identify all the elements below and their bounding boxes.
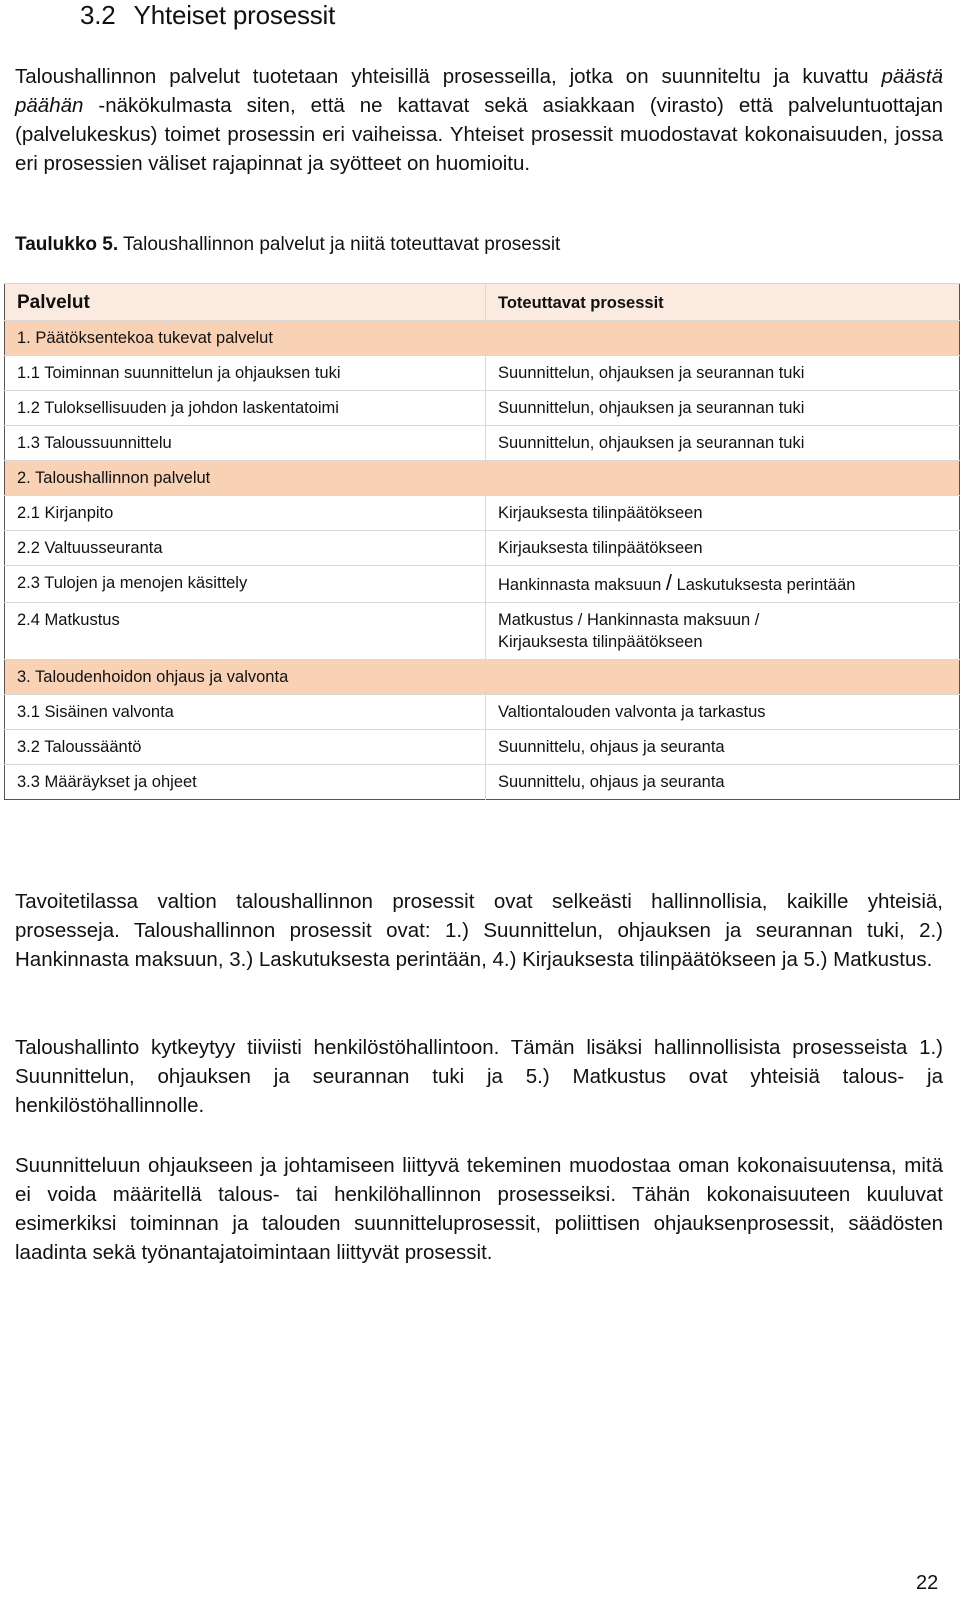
header-services: Palvelut: [5, 284, 486, 321]
section-process: [486, 660, 960, 695]
table-row: [5, 730, 960, 765]
service-cell: 3.3 Määräykset ja ohjeet: [5, 765, 486, 800]
section-service: 1. Päätöksentekoa tukevat palvelut: [5, 321, 486, 356]
section-title: Yhteiset prosessit: [133, 0, 336, 30]
table-row: [5, 356, 960, 391]
service-cell: 2.4 Matkustus: [5, 603, 486, 660]
process-cell: Suunnittelun, ohjauksen ja seurannan tuki: [486, 356, 960, 391]
body-paragraph: Tavoitetilassa valtion taloushallinnon prosessit ovat selkeästi hallinnollisia, kaikille yhteisiä, prosesseja. Taloushallinnon prosessit ovat: 1.) Suunnittelun, ohjauksen ja seurannan tuki, 2.) Hankinnasta maksuun, 3.) Laskutuksesta perintään, 4.) Kirjauksesta tilinpäätökseen ja 5.) Matkustus.: [15, 890, 943, 971]
table-row: [5, 765, 960, 800]
process-cell: Suunnittelu, ohjaus ja seuranta: [486, 765, 960, 800]
service-cell: 1.2 Tuloksellisuuden ja johdon laskentatoimi: [5, 391, 486, 426]
table-row: [5, 496, 960, 531]
table-caption: [15, 232, 560, 258]
table-row: [5, 566, 960, 603]
process-cell: Kirjauksesta tilinpäätökseen: [486, 531, 960, 566]
process-cell: [486, 603, 960, 660]
section-process: [486, 321, 960, 356]
service-cell: 3.2 Taloussääntö: [5, 730, 486, 765]
service-cell: 3.1 Sisäinen valvonta: [5, 695, 486, 730]
process-line: Kirjauksesta tilinpäätökseen: [498, 633, 703, 651]
service-cell: 2.3 Tulojen ja menojen käsittely: [5, 566, 486, 603]
process-cell: Suunnittelun, ohjauksen ja seurannan tuki: [486, 391, 960, 426]
intro-paragraph: [15, 62, 943, 178]
intro-text-end: -näkökulmasta siten, että ne kattavat sekä asiakkaan (virasto) että palveluntuottajan (palvelukeskus) toimet prosessin eri vaiheissa. Yhteiset prosessit muodostavat kokonaisuuden, jossa eri prosessien väliset rajapinnat ja syötteet on huomioitu.: [15, 94, 943, 175]
process-cell: Suunnittelu, ohjaus ja seuranta: [486, 730, 960, 765]
table-section-row: [5, 321, 960, 356]
service-cell: 1.3 Taloussuunnittelu: [5, 426, 486, 461]
section-service: 2. Taloushallinnon palvelut: [5, 461, 486, 496]
service-cell: 1.1 Toiminnan suunnittelun ja ohjauksen tuki: [5, 356, 486, 391]
table-section-row: [5, 461, 960, 496]
process-part-a: Hankinnasta maksuun: [498, 576, 662, 594]
process-cell: Kirjauksesta tilinpäätökseen: [486, 496, 960, 531]
table-caption-label: Taulukko 5.: [15, 234, 119, 255]
process-cell: Valtiontalouden valvonta ja tarkastus: [486, 695, 960, 730]
table-header-row: [5, 284, 960, 321]
section-number: 3.2: [80, 0, 116, 30]
table-row: [5, 531, 960, 566]
process-cell: Suunnittelun, ohjauksen ja seurannan tuki: [486, 426, 960, 461]
body-paragraph: Taloushallinto kytkeytyy tiiviisti henkilöstöhallintoon. Tämän lisäksi hallinnollisista prosesseista 1.) Suunnittelun, ohjauksen ja seurannan tuki ja 5.) Matkustus ovat yhteisiä talous- ja henkilöstöhallinnolle.: [15, 1036, 943, 1117]
table-row: [5, 695, 960, 730]
table-caption-text: Taloushallinnon palvelut ja niitä toteuttavat prosessit: [118, 234, 561, 255]
section-heading: [80, 0, 335, 30]
section-service: 3. Taloudenhoidon ohjaus ja valvonta: [5, 660, 486, 695]
table-row: [5, 391, 960, 426]
process-separator: /: [665, 570, 672, 595]
process-part-b: Laskutuksesta perintään: [676, 576, 856, 594]
table-section-row: [5, 660, 960, 695]
page-number: 22: [916, 1572, 939, 1594]
process-cell: [486, 566, 960, 603]
intro-text-start: Taloushallinnon palvelut tuotetaan yhteisillä prosesseilla, jotka on suunniteltu ja kuvattu: [15, 65, 882, 88]
table-row: [5, 426, 960, 461]
process-table: [4, 283, 960, 800]
body-paragraph: Suunnitteluun ohjaukseen ja johtamiseen liittyvä tekeminen muodostaa oman kokonaisuutensa, mitä ei voida määritellä talous- tai henkilöhallinnon prosesseiksi. Tähän kokonaisuuteen kuuluvat esimerkiksi toiminnan ja talouden suunnitteluprosessit, poliittisen ohjauksenprosessit, säädösten laadinta sekä työnantajatoimintaan liittyvät prosessit.: [15, 1154, 943, 1264]
service-cell: 2.2 Valtuusseuranta: [5, 531, 486, 566]
section-process: [486, 461, 960, 496]
intro-emphasis: päästä päähän: [15, 65, 943, 117]
table-row: [5, 603, 960, 660]
service-cell: 2.1 Kirjanpito: [5, 496, 486, 531]
process-line: Matkustus / Hankinnasta maksuun /: [498, 611, 760, 629]
header-processes: Toteuttavat prosessit: [486, 284, 960, 321]
